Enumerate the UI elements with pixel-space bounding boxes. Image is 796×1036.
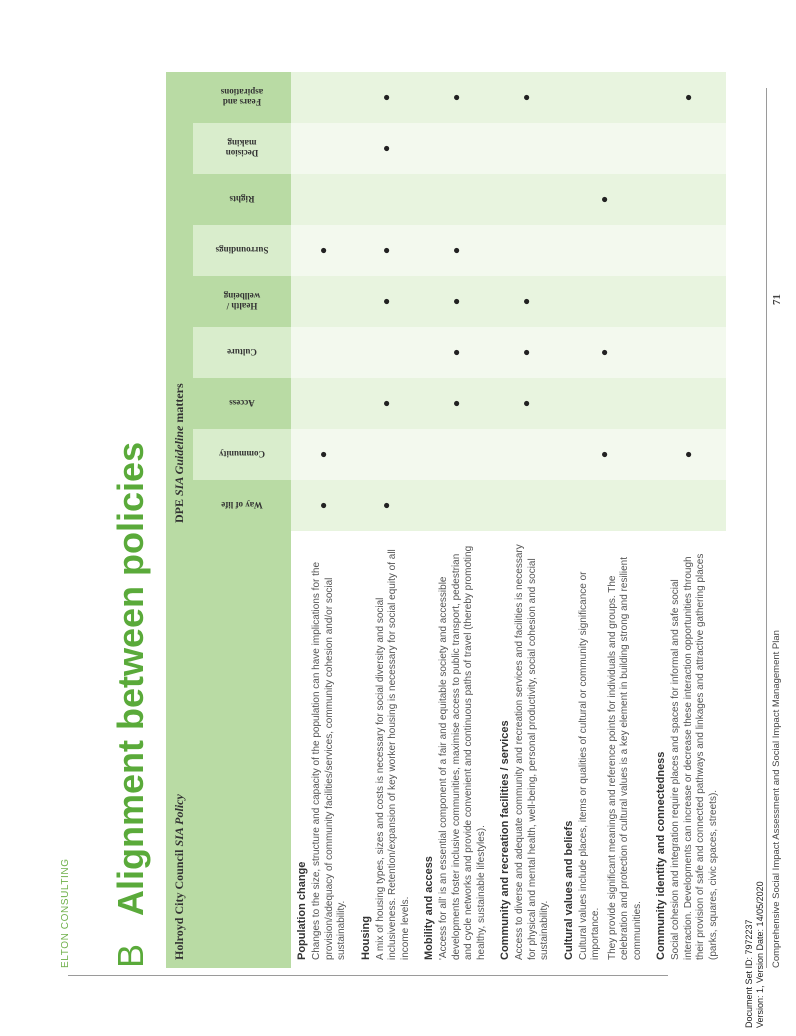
matter-column-header <box>193 378 291 429</box>
alignment-mark <box>291 276 355 327</box>
alignment-mark <box>494 480 558 531</box>
matter-label-line: Community <box>218 449 266 460</box>
matter-label-line: making <box>227 138 257 149</box>
alignment-mark: ● <box>355 123 419 174</box>
alignment-mark <box>291 123 355 174</box>
matter-label <box>229 399 255 409</box>
alignment-mark <box>558 123 651 174</box>
matter-label <box>216 246 269 256</box>
alignment-mark <box>650 276 726 327</box>
matter-label <box>224 292 261 312</box>
policy-text: Social cohesion and integration require places and spaces for informal and safe social interaction. Developments can increase or decrease these interaction opportunities through their provision of safe and connected pathways and linkages and attractive gathering places (parks, squares, civic spaces, streets). <box>670 553 719 960</box>
guideline-group-header <box>166 72 193 531</box>
matter-label <box>229 195 254 205</box>
page-title <box>110 442 152 968</box>
policy-description <box>355 531 419 968</box>
alignment-mark <box>558 378 651 429</box>
alignment-mark: ● <box>291 480 355 531</box>
policy-title: Community identity and connectedness <box>655 751 667 960</box>
matter-label-line: Decision <box>225 148 259 159</box>
policy-row <box>418 72 494 968</box>
document-id-block <box>744 881 766 1028</box>
alignment-mark <box>650 378 726 429</box>
matter-column-header <box>193 327 291 378</box>
alignment-mark: ● <box>558 429 651 480</box>
matter-column-header <box>193 429 291 480</box>
matter-column-header <box>193 276 291 327</box>
alignment-mark <box>494 225 558 276</box>
group-pre: DPE <box>172 499 186 523</box>
alignment-mark: ● <box>494 378 558 429</box>
alignment-mark <box>650 174 726 225</box>
appendix-letter: B <box>110 943 151 968</box>
alignment-mark: ● <box>291 225 355 276</box>
policy-text: Changes to the size, structure and capacity of the population can have implications for the provision/adequacy of community facilities/services, community cohesion and/or social sustainability. <box>311 561 347 960</box>
alignment-mark <box>494 123 558 174</box>
version-info: Version: 1, Version Date: 14/05/2020 <box>755 881 765 1028</box>
group-em: SIA Guideline <box>172 425 186 496</box>
policy-description <box>291 531 355 968</box>
alignment-mark <box>355 174 419 225</box>
alignment-mark <box>418 174 494 225</box>
margin-rule <box>68 975 668 976</box>
alignment-mark: ● <box>558 327 651 378</box>
alignment-mark <box>291 174 355 225</box>
alignment-mark <box>494 429 558 480</box>
matter-label <box>221 501 263 511</box>
matter-label-line: Surroundings <box>215 245 269 256</box>
alignment-mark <box>355 429 419 480</box>
footer-text: Comprehensive Social Impact Assessment and Social Impact Management Plan <box>771 630 782 968</box>
alignment-mark: ● <box>650 72 726 123</box>
matter-label <box>219 450 265 460</box>
alignment-table <box>166 72 726 968</box>
alignment-mark: ● <box>418 378 494 429</box>
matter-label-line: Rights <box>229 194 255 205</box>
alignment-mark: ● <box>418 276 494 327</box>
policy-description <box>558 531 651 968</box>
alignment-mark: ● <box>418 327 494 378</box>
alignment-mark <box>558 480 651 531</box>
alignment-mark: ● <box>494 327 558 378</box>
policy-title: Community and recreation facilities / services <box>499 720 511 960</box>
policy-name: SIA Policy <box>172 794 186 847</box>
alignment-mark: ● <box>418 72 494 123</box>
policy-row <box>558 72 651 968</box>
alignment-mark: ● <box>650 429 726 480</box>
alignment-mark <box>558 225 651 276</box>
policy-description <box>418 531 494 968</box>
document-set-id: Document Set ID: 7972237 <box>744 919 754 1028</box>
alignment-mark: ● <box>418 225 494 276</box>
policy-title: Mobility and access <box>423 856 435 960</box>
policy-description <box>494 531 558 968</box>
page-number: 71 <box>771 294 783 305</box>
alignment-mark <box>291 327 355 378</box>
policy-row <box>494 72 558 968</box>
matter-column-header <box>193 72 291 123</box>
alignment-mark <box>418 123 494 174</box>
alignment-mark <box>418 429 494 480</box>
policy-title: Housing <box>359 916 372 960</box>
policy-title: Population change <box>296 861 308 960</box>
matter-column-header <box>193 225 291 276</box>
group-post: matters <box>172 383 186 423</box>
title-text: Alignment between policies <box>110 441 151 916</box>
alignment-mark <box>650 327 726 378</box>
alignment-mark <box>558 276 651 327</box>
policy-text: 'Access for all' is an essential component of a fair and equitable society and accessible developments foster inclusive communities, maximise access to public transport, pedestrian and cycle networks and provide convenient and continuous paths of travel (thereby promoting healthy, sustainable lifestyles). <box>438 545 487 960</box>
matter-label <box>227 348 257 358</box>
matter-column-header <box>193 174 291 225</box>
matter-label-line: Way of life <box>221 500 263 511</box>
alignment-mark: ● <box>291 429 355 480</box>
policy-row <box>650 72 726 968</box>
matter-label-line: Fears and <box>222 97 262 108</box>
policy-text: They provide significant meanings and reference points for individuals and groups. The celebration and protection of cultural values is a key element in building strong and resilient communities. <box>606 556 643 960</box>
alignment-mark: ● <box>355 72 419 123</box>
matter-label-line: Culture <box>227 347 257 358</box>
alignment-mark <box>650 480 726 531</box>
alignment-mark: ● <box>558 174 651 225</box>
alignment-mark <box>291 378 355 429</box>
matter-label <box>221 88 264 108</box>
policy-row <box>291 72 355 968</box>
policy-title: Cultural values and beliefs <box>562 820 575 960</box>
brand-name: ELTON CONSULTING <box>60 858 71 968</box>
policy-text: Access to diverse and adequate community and recreation services and facilities is necessary for physical and mental health, well-being, personal productivity, social cohesion and social sustainability. <box>514 544 550 960</box>
matter-column-header <box>193 480 291 531</box>
alignment-mark: ● <box>355 378 419 429</box>
policy-column-header <box>166 531 291 968</box>
matter-label <box>226 139 259 159</box>
matter-label-line: aspirations <box>220 87 264 98</box>
alignment-mark <box>650 225 726 276</box>
policy-row <box>355 72 419 968</box>
policy-text: A mix of housing types, sizes and costs is necessary for social diversity and social inclusiveness. Retention/expansion of key worker housing is necessary for social equity of all income levels. <box>374 549 411 960</box>
matter-label-line: Health / <box>226 301 258 312</box>
alignment-mark <box>650 123 726 174</box>
alignment-mark <box>558 72 651 123</box>
matter-label-line: Access <box>229 398 255 409</box>
policy-rows <box>291 72 726 968</box>
alignment-mark <box>291 72 355 123</box>
policy-org: Holroyd City Council <box>172 849 186 960</box>
alignment-mark: ● <box>494 276 558 327</box>
alignment-mark <box>355 327 419 378</box>
matter-column-header <box>193 123 291 174</box>
matter-label-line: wellbeing <box>223 291 261 302</box>
alignment-mark: ● <box>494 72 558 123</box>
policy-description <box>650 531 726 968</box>
policy-text: Cultural values include places, items or qualities of cultural or community significance or importance. <box>577 571 601 960</box>
alignment-mark: ● <box>355 276 419 327</box>
alignment-mark <box>418 480 494 531</box>
alignment-mark: ● <box>355 225 419 276</box>
page-footer <box>766 88 782 968</box>
alignment-mark <box>494 174 558 225</box>
alignment-mark: ● <box>355 480 419 531</box>
